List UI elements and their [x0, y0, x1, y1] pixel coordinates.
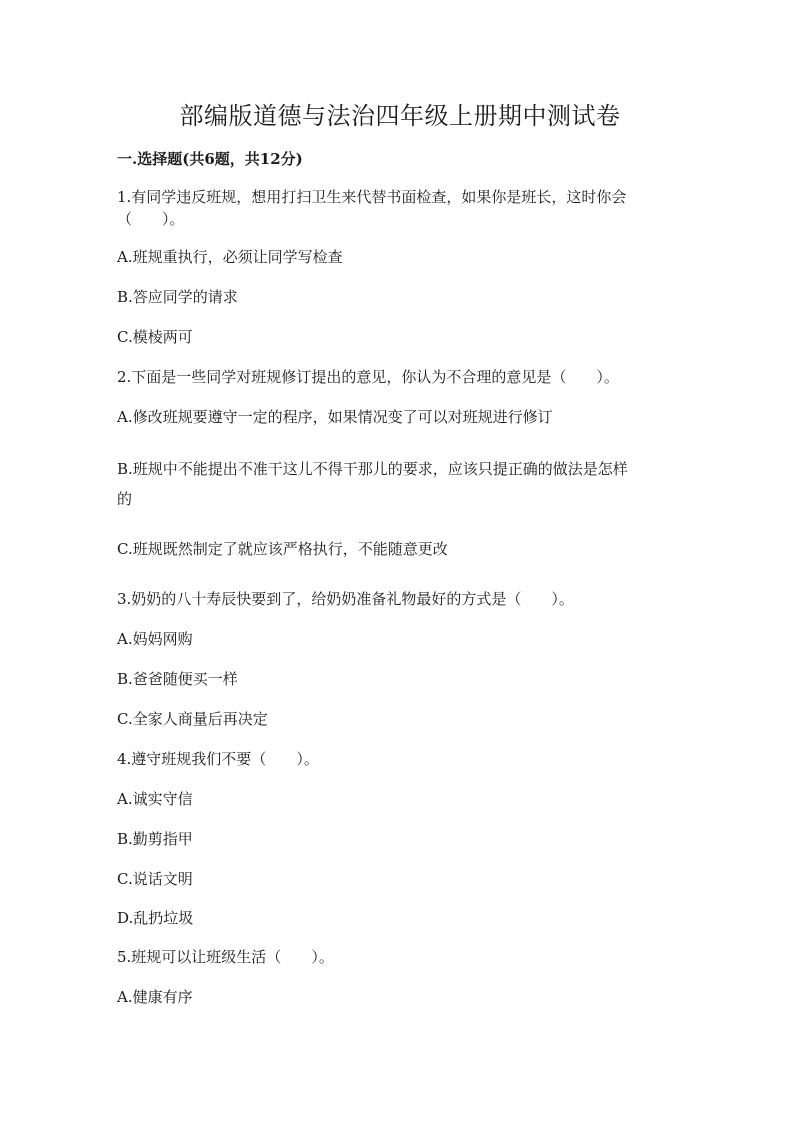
question-1-stem-cont: （ ）。: [117, 210, 185, 228]
question-5-option-a: A.健康有序: [117, 988, 193, 1006]
question-4-option-c: C.说话文明: [117, 870, 193, 888]
question-3-option-c: C.全家人商量后再决定: [117, 710, 268, 728]
question-1-stem: 1.有同学违反班规，想用打扫卫生来代替书面检查，如果你是班长，这时你会: [117, 188, 627, 206]
question-3-option-a: A.妈妈网购: [117, 630, 193, 648]
question-4-option-b: B.勤剪指甲: [117, 830, 193, 848]
section-heading: 一.选择题(共6题，共12分): [117, 150, 303, 168]
question-3-option-b: B.爸爸随便买一样: [117, 670, 238, 688]
question-4-option-a: A.诚实守信: [117, 790, 193, 808]
question-4-option-d: D.乱扔垃圾: [117, 909, 194, 927]
question-2-option-a: A.修改班规要遵守一定的程序，如果情况变了可以对班规进行修订: [117, 408, 553, 426]
question-2-stem: 2.下面是一些同学对班规修订提出的意见，你认为不合理的意见是（ ）。: [117, 368, 619, 386]
question-3-stem: 3.奶奶的八十寿辰快要到了，给奶奶准备礼物最好的方式是（ ）。: [117, 590, 574, 608]
question-1-option-a: A.班规重执行，必须让同学写检查: [117, 248, 343, 266]
question-2-option-c: C.班规既然制定了就应该严格执行，不能随意更改: [117, 540, 448, 558]
question-2-option-b-cont: 的: [117, 490, 133, 508]
question-5-stem: 5.班规可以让班级生活（ ）。: [117, 948, 334, 966]
question-2-option-b: B.班规中不能提出不准干这儿不得干那儿的要求，应该只提正确的做法是怎样: [117, 460, 628, 478]
question-1-option-c: C.模棱两可: [117, 328, 193, 346]
page-title: 部编版道德与法治四年级上册期中测试卷: [179, 102, 621, 130]
question-1-option-b: B.答应同学的请求: [117, 288, 238, 306]
question-4-stem: 4.遵守班规我们不要（ ）。: [117, 750, 319, 768]
